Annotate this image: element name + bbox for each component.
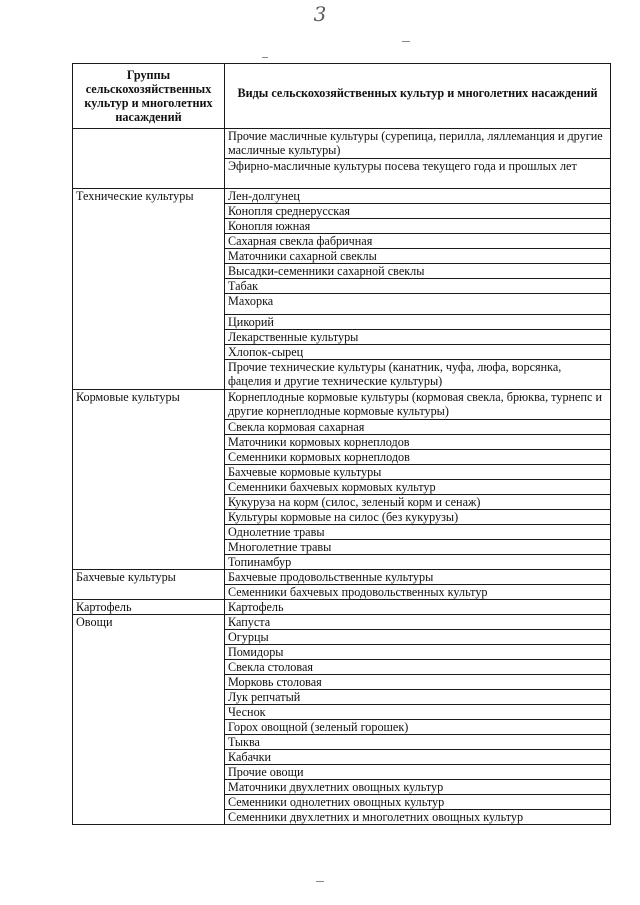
crop-group-cell — [73, 420, 225, 435]
crop-group-cell: Бахчевые культуры — [73, 570, 225, 585]
table-row — [73, 495, 611, 510]
crop-kind-cell: Семенники двухлетних и многолетних овощных культур — [225, 810, 611, 825]
crop-kind-cell: Помидоры — [225, 645, 611, 660]
table-row — [73, 204, 611, 219]
crop-group-cell — [73, 510, 225, 525]
table-row — [73, 249, 611, 264]
table-row — [73, 510, 611, 525]
crop-kind-cell: Картофель — [225, 600, 611, 615]
scan-speck — [262, 57, 268, 58]
crop-group-cell: Кормовые культуры — [73, 390, 225, 420]
scan-speck — [316, 881, 324, 882]
table-row — [73, 690, 611, 705]
crop-kind-cell: Чеснок — [225, 705, 611, 720]
crop-group-cell — [73, 465, 225, 480]
crop-kind-cell: Лук репчатый — [225, 690, 611, 705]
crop-kind-cell: Прочие масличные культуры (сурепица, перилла, ляллеманция и другие масличные культуры) — [225, 129, 611, 159]
crop-group-cell — [73, 765, 225, 780]
crop-kind-cell: Конопля южная — [225, 219, 611, 234]
crop-group-cell: Овощи — [73, 615, 225, 630]
crop-kind-cell: Однолетние травы — [225, 525, 611, 540]
crop-kind-cell: Маточники сахарной свеклы — [225, 249, 611, 264]
scan-speck — [402, 41, 410, 42]
crop-group-cell — [73, 330, 225, 345]
table-header-row — [73, 64, 611, 129]
table-row — [73, 279, 611, 294]
table-row — [73, 660, 611, 675]
crop-group-cell — [73, 435, 225, 450]
crop-kind-cell: Кукуруза на корм (силос, зеленый корм и сенаж) — [225, 495, 611, 510]
crop-group-cell — [73, 525, 225, 540]
table-row — [73, 219, 611, 234]
crop-types-table — [72, 63, 611, 825]
crop-kind-cell: Эфирно-масличные культуры посева текущего года и прошлых лет — [225, 159, 611, 189]
table-row — [73, 435, 611, 450]
table-row — [73, 705, 611, 720]
crop-kind-cell: Махорка — [225, 294, 611, 315]
crop-kind-cell: Лен-долгунец — [225, 189, 611, 204]
crop-group-cell — [73, 159, 225, 189]
crop-kind-cell: Корнеплодные кормовые культуры (кормовая свекла, брюква, турнепс и другие корнеплодные кормовые культуры) — [225, 390, 611, 420]
table-row — [73, 159, 611, 189]
table-row — [73, 480, 611, 495]
crop-kind-cell: Маточники двухлетних овощных культур — [225, 780, 611, 795]
table-row — [73, 465, 611, 480]
crop-kind-cell: Прочие овощи — [225, 765, 611, 780]
table-row — [73, 735, 611, 750]
crop-group-cell — [73, 540, 225, 555]
crop-kind-cell: Семенники бахчевых кормовых культур — [225, 480, 611, 495]
crop-group-cell — [73, 660, 225, 675]
table-row — [73, 189, 611, 204]
table-row — [73, 675, 611, 690]
crop-kind-cell: Лекарственные культуры — [225, 330, 611, 345]
table-row — [73, 750, 611, 765]
crop-group-cell — [73, 294, 225, 315]
crop-group-cell: Картофель — [73, 600, 225, 615]
crop-group-cell — [73, 249, 225, 264]
crop-kind-cell: Семенники однолетних овощных культур — [225, 795, 611, 810]
crop-group-cell — [73, 279, 225, 294]
crop-group-cell — [73, 720, 225, 735]
crop-kind-cell: Семенники бахчевых продовольственных культур — [225, 585, 611, 600]
crop-kind-cell: Прочие технические культуры (канатник, чуфа, люфа, ворсянка, фацелия и другие технические культуры) — [225, 360, 611, 390]
header-crop-kinds: Виды сельскохозяйственных культур и многолетних насаждений — [225, 64, 611, 129]
crop-kind-cell: Бахчевые кормовые культуры — [225, 465, 611, 480]
crop-kind-cell: Морковь столовая — [225, 675, 611, 690]
table-row — [73, 810, 611, 825]
table-row — [73, 525, 611, 540]
table-row — [73, 555, 611, 570]
table-row — [73, 315, 611, 330]
table-row — [73, 585, 611, 600]
table-row — [73, 600, 611, 615]
crop-group-cell — [73, 315, 225, 330]
crop-kind-cell: Топинамбур — [225, 555, 611, 570]
crop-kind-cell: Хлопок-сырец — [225, 345, 611, 360]
crop-kind-cell: Маточники кормовых корнеплодов — [225, 435, 611, 450]
crop-kind-cell: Огурцы — [225, 630, 611, 645]
table-row — [73, 630, 611, 645]
crop-group-cell — [73, 450, 225, 465]
crop-group-cell — [73, 234, 225, 249]
crop-group-cell — [73, 675, 225, 690]
crop-group-cell — [73, 495, 225, 510]
crop-kind-cell: Кабачки — [225, 750, 611, 765]
table-row — [73, 540, 611, 555]
table-row — [73, 720, 611, 735]
crop-group-cell — [73, 705, 225, 720]
table-row — [73, 129, 611, 159]
table-row — [73, 330, 611, 345]
table-row — [73, 795, 611, 810]
crop-kind-cell: Высадки-семенники сахарной свеклы — [225, 264, 611, 279]
crop-group-cell — [73, 129, 225, 159]
table-row — [73, 615, 611, 630]
table-row — [73, 264, 611, 279]
table-row — [73, 345, 611, 360]
crop-kind-cell: Культуры кормовые на силос (без кукурузы) — [225, 510, 611, 525]
table-row — [73, 294, 611, 315]
crop-kind-cell: Цикорий — [225, 315, 611, 330]
page-number: 3 — [313, 2, 327, 26]
crop-group-cell — [73, 585, 225, 600]
crop-kind-cell: Семенники кормовых корнеплодов — [225, 450, 611, 465]
crop-kind-cell: Тыква — [225, 735, 611, 750]
crop-group-cell — [73, 219, 225, 234]
crop-group-cell — [73, 750, 225, 765]
table-row — [73, 360, 611, 390]
crop-kind-cell: Многолетние травы — [225, 540, 611, 555]
crop-kind-cell: Бахчевые продовольственные культуры — [225, 570, 611, 585]
crop-kind-cell: Капуста — [225, 615, 611, 630]
crop-group-cell — [73, 204, 225, 219]
crop-kind-cell: Горох овощной (зеленый горошек) — [225, 720, 611, 735]
crop-group-cell: Технические культуры — [73, 189, 225, 204]
table-row — [73, 420, 611, 435]
crop-group-cell — [73, 264, 225, 279]
crop-group-cell — [73, 555, 225, 570]
table-row — [73, 570, 611, 585]
table-row — [73, 234, 611, 249]
table-body — [73, 129, 611, 825]
crop-group-cell — [73, 345, 225, 360]
header-crop-groups: Группы сельскохозяйственных культур и многолетних насаждений — [73, 64, 225, 129]
crop-group-cell — [73, 645, 225, 660]
table-row — [73, 390, 611, 420]
crop-group-cell — [73, 480, 225, 495]
crop-group-cell — [73, 360, 225, 390]
crop-kind-cell: Табак — [225, 279, 611, 294]
crop-kind-cell: Свекла столовая — [225, 660, 611, 675]
table-row — [73, 645, 611, 660]
crop-group-cell — [73, 630, 225, 645]
crop-kind-cell: Сахарная свекла фабричная — [225, 234, 611, 249]
crop-group-cell — [73, 810, 225, 825]
crop-group-cell — [73, 795, 225, 810]
table-row — [73, 780, 611, 795]
crop-group-cell — [73, 735, 225, 750]
table-row — [73, 450, 611, 465]
crop-kind-cell: Свекла кормовая сахарная — [225, 420, 611, 435]
crop-kind-cell: Конопля среднерусская — [225, 204, 611, 219]
crop-group-cell — [73, 690, 225, 705]
crop-group-cell — [73, 780, 225, 795]
table-row — [73, 765, 611, 780]
